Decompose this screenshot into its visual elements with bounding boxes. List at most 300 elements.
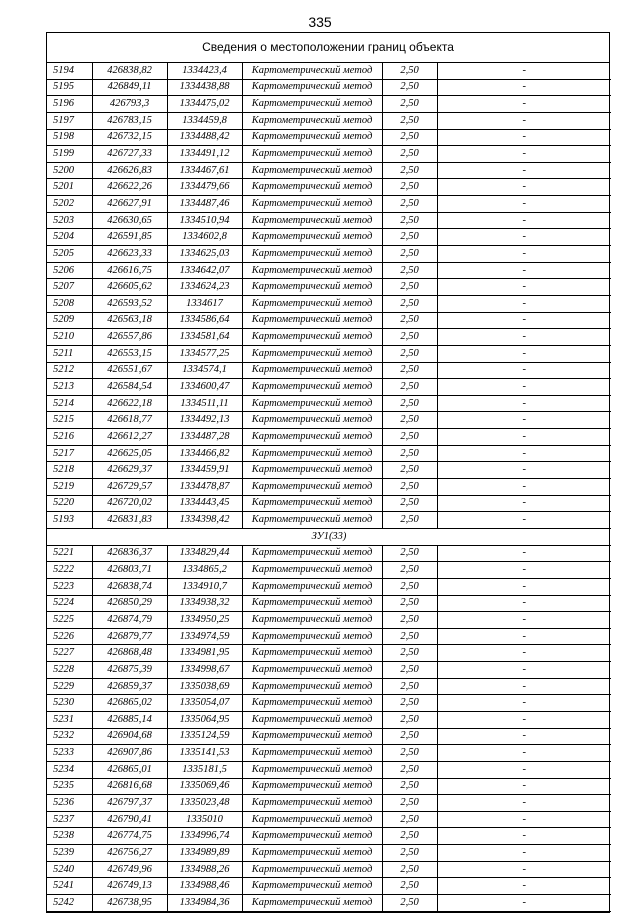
precision-cell: 2,50	[382, 312, 437, 329]
y-coordinate-cell: 1334459,8	[167, 112, 242, 129]
description-cell: -	[437, 96, 611, 113]
x-coordinate-cell: 426626,83	[92, 162, 167, 179]
table-row	[47, 395, 611, 412]
y-coordinate-cell: 1334510,94	[167, 212, 242, 229]
y-coordinate-cell: 1335023,48	[167, 795, 242, 812]
precision-cell: 2,50	[382, 795, 437, 812]
x-coordinate-cell: 426616,75	[92, 262, 167, 279]
method-cell: Картометрический метод	[242, 79, 382, 96]
table-row	[47, 112, 611, 129]
section-row	[47, 528, 611, 545]
precision-cell: 2,50	[382, 96, 437, 113]
description-cell: -	[437, 279, 611, 296]
y-coordinate-cell: 1334996,74	[167, 828, 242, 845]
table-row	[47, 63, 611, 79]
x-coordinate-cell: 426849,11	[92, 79, 167, 96]
y-coordinate-cell: 1334581,64	[167, 329, 242, 346]
table-row	[47, 678, 611, 695]
method-cell: Картометрический метод	[242, 129, 382, 146]
precision-cell: 2,50	[382, 196, 437, 213]
method-cell: Картометрический метод	[242, 711, 382, 728]
x-coordinate-cell: 426875,39	[92, 662, 167, 679]
precision-cell: 2,50	[382, 811, 437, 828]
description-cell: -	[437, 728, 611, 745]
x-coordinate-cell: 426907,86	[92, 745, 167, 762]
x-coordinate-cell: 426727,33	[92, 146, 167, 163]
precision-cell: 2,50	[382, 878, 437, 895]
point-number-cell: 5238	[47, 828, 92, 845]
precision-cell: 2,50	[382, 612, 437, 629]
point-number-cell: 5210	[47, 329, 92, 346]
precision-cell: 2,50	[382, 179, 437, 196]
point-number-cell: 5207	[47, 279, 92, 296]
point-number-cell: 5212	[47, 362, 92, 379]
precision-cell: 2,50	[382, 545, 437, 562]
method-cell: Картометрический метод	[242, 895, 382, 912]
table-body	[47, 63, 611, 911]
description-cell: -	[437, 429, 611, 446]
table-row	[47, 695, 611, 712]
point-number-cell: 5235	[47, 778, 92, 795]
y-coordinate-cell: 1334438,88	[167, 79, 242, 96]
page-number: 335	[308, 14, 332, 30]
table-row	[47, 412, 611, 429]
description-cell: -	[437, 628, 611, 645]
point-number-cell: 5234	[47, 761, 92, 778]
precision-cell: 2,50	[382, 395, 437, 412]
description-cell: -	[437, 695, 611, 712]
precision-cell: 2,50	[382, 129, 437, 146]
method-cell: Картометрический метод	[242, 329, 382, 346]
x-coordinate-cell: 426563,18	[92, 312, 167, 329]
y-coordinate-cell: 1334478,87	[167, 479, 242, 496]
method-cell: Картометрический метод	[242, 162, 382, 179]
method-cell: Картометрический метод	[242, 262, 382, 279]
method-cell: Картометрический метод	[242, 179, 382, 196]
description-cell: -	[437, 612, 611, 629]
description-cell: -	[437, 462, 611, 479]
point-number-cell: 5209	[47, 312, 92, 329]
precision-cell: 2,50	[382, 246, 437, 263]
description-cell: -	[437, 678, 611, 695]
precision-cell: 2,50	[382, 512, 437, 529]
y-coordinate-cell: 1335069,46	[167, 778, 242, 795]
y-coordinate-cell: 1334989,89	[167, 845, 242, 862]
method-cell: Картометрический метод	[242, 578, 382, 595]
table-row	[47, 728, 611, 745]
description-cell: -	[437, 295, 611, 312]
table-row	[47, 795, 611, 812]
table-row	[47, 129, 611, 146]
table-row	[47, 645, 611, 662]
point-number-cell: 5231	[47, 711, 92, 728]
y-coordinate-cell: 1334467,61	[167, 162, 242, 179]
point-number-cell: 5197	[47, 112, 92, 129]
point-number-cell: 5195	[47, 79, 92, 96]
table-row	[47, 745, 611, 762]
point-number-cell: 5193	[47, 512, 92, 529]
table-row	[47, 295, 611, 312]
method-cell: Картометрический метод	[242, 795, 382, 812]
method-cell: Картометрический метод	[242, 662, 382, 679]
table-row	[47, 545, 611, 562]
y-coordinate-cell: 1334600,47	[167, 379, 242, 396]
method-cell: Картометрический метод	[242, 861, 382, 878]
method-cell: Картометрический метод	[242, 379, 382, 396]
x-coordinate-cell: 426622,26	[92, 179, 167, 196]
point-number-cell: 5232	[47, 728, 92, 745]
point-number-cell: 5229	[47, 678, 92, 695]
point-number-cell: 5239	[47, 845, 92, 862]
point-number-cell: 5225	[47, 612, 92, 629]
point-number-cell: 5233	[47, 745, 92, 762]
x-coordinate-cell: 426591,85	[92, 229, 167, 246]
x-coordinate-cell: 426553,15	[92, 345, 167, 362]
point-number-cell: 5208	[47, 295, 92, 312]
description-cell: -	[437, 196, 611, 213]
precision-cell: 2,50	[382, 595, 437, 612]
precision-cell: 2,50	[382, 279, 437, 296]
table-row	[47, 246, 611, 263]
y-coordinate-cell: 1334642,07	[167, 262, 242, 279]
description-cell: -	[437, 479, 611, 496]
table-row	[47, 146, 611, 163]
table-row	[47, 329, 611, 346]
x-coordinate-cell: 426836,37	[92, 545, 167, 562]
description-cell: -	[437, 445, 611, 462]
table-row	[47, 262, 611, 279]
method-cell: Картометрический метод	[242, 362, 382, 379]
x-coordinate-cell: 426879,77	[92, 628, 167, 645]
precision-cell: 2,50	[382, 445, 437, 462]
method-cell: Картометрический метод	[242, 429, 382, 446]
table-row	[47, 562, 611, 579]
method-cell: Картометрический метод	[242, 845, 382, 862]
x-coordinate-cell: 426838,82	[92, 63, 167, 79]
y-coordinate-cell: 1335038,69	[167, 678, 242, 695]
point-number-cell: 5230	[47, 695, 92, 712]
point-number-cell: 5228	[47, 662, 92, 679]
point-number-cell: 5211	[47, 345, 92, 362]
table-row	[47, 595, 611, 612]
description-cell: -	[437, 262, 611, 279]
table-row	[47, 878, 611, 895]
y-coordinate-cell: 1334998,67	[167, 662, 242, 679]
table-row	[47, 429, 611, 446]
method-cell: Картометрический метод	[242, 562, 382, 579]
point-number-cell: 5221	[47, 545, 92, 562]
y-coordinate-cell: 1334624,23	[167, 279, 242, 296]
x-coordinate-cell: 426793,3	[92, 96, 167, 113]
y-coordinate-cell: 1334938,32	[167, 595, 242, 612]
method-cell: Картометрический метод	[242, 761, 382, 778]
boundary-points-table	[47, 63, 611, 912]
y-coordinate-cell: 1334625,03	[167, 246, 242, 263]
point-number-cell: 5196	[47, 96, 92, 113]
description-cell: -	[437, 878, 611, 895]
description-cell: -	[437, 745, 611, 762]
table-row	[47, 495, 611, 512]
table-row	[47, 828, 611, 845]
x-coordinate-cell: 426774,75	[92, 828, 167, 845]
table-row	[47, 578, 611, 595]
y-coordinate-cell: 1334475,02	[167, 96, 242, 113]
y-coordinate-cell: 1334974,59	[167, 628, 242, 645]
y-coordinate-cell: 1334950,25	[167, 612, 242, 629]
y-coordinate-cell: 1335054,07	[167, 695, 242, 712]
description-cell: -	[437, 379, 611, 396]
x-coordinate-cell: 426831,83	[92, 512, 167, 529]
method-cell: Картометрический метод	[242, 146, 382, 163]
x-coordinate-cell: 426783,15	[92, 112, 167, 129]
description-cell: -	[437, 578, 611, 595]
point-number-cell: 5204	[47, 229, 92, 246]
y-coordinate-cell: 1335181,5	[167, 761, 242, 778]
y-coordinate-cell: 1334443,45	[167, 495, 242, 512]
method-cell: Картометрический метод	[242, 745, 382, 762]
description-cell: -	[437, 562, 611, 579]
precision-cell: 2,50	[382, 828, 437, 845]
method-cell: Картометрический метод	[242, 395, 382, 412]
point-number-cell: 5205	[47, 246, 92, 263]
precision-cell: 2,50	[382, 678, 437, 695]
point-number-cell: 5203	[47, 212, 92, 229]
x-coordinate-cell: 426623,33	[92, 246, 167, 263]
table-title: Сведения о местоположении границ объекта	[47, 33, 609, 63]
method-cell: Картометрический метод	[242, 678, 382, 695]
x-coordinate-cell: 426904,68	[92, 728, 167, 745]
description-cell: -	[437, 329, 611, 346]
precision-cell: 2,50	[382, 861, 437, 878]
method-cell: Картометрический метод	[242, 312, 382, 329]
table-row	[47, 96, 611, 113]
x-coordinate-cell: 426738,95	[92, 895, 167, 912]
description-cell: -	[437, 146, 611, 163]
description-cell: -	[437, 761, 611, 778]
x-coordinate-cell: 426732,15	[92, 129, 167, 146]
description-cell: -	[437, 212, 611, 229]
x-coordinate-cell: 426605,62	[92, 279, 167, 296]
precision-cell: 2,50	[382, 728, 437, 745]
precision-cell: 2,50	[382, 229, 437, 246]
table-row	[47, 79, 611, 96]
y-coordinate-cell: 1334492,13	[167, 412, 242, 429]
precision-cell: 2,50	[382, 162, 437, 179]
method-cell: Картометрический метод	[242, 612, 382, 629]
y-coordinate-cell: 1334398,42	[167, 512, 242, 529]
table-row	[47, 628, 611, 645]
precision-cell: 2,50	[382, 345, 437, 362]
y-coordinate-cell: 1334984,36	[167, 895, 242, 912]
point-number-cell: 5220	[47, 495, 92, 512]
description-cell: -	[437, 595, 611, 612]
description-cell: -	[437, 662, 611, 679]
y-coordinate-cell: 1334988,46	[167, 878, 242, 895]
x-coordinate-cell: 426790,41	[92, 811, 167, 828]
table-row	[47, 345, 611, 362]
table-row	[47, 479, 611, 496]
y-coordinate-cell: 1335064,95	[167, 711, 242, 728]
x-coordinate-cell: 426625,05	[92, 445, 167, 462]
point-number-cell: 5218	[47, 462, 92, 479]
table-row	[47, 196, 611, 213]
method-cell: Картометрический метод	[242, 811, 382, 828]
description-cell: -	[437, 861, 611, 878]
y-coordinate-cell: 1335124,59	[167, 728, 242, 745]
precision-cell: 2,50	[382, 895, 437, 912]
method-cell: Картометрический метод	[242, 279, 382, 296]
table-row	[47, 895, 611, 912]
x-coordinate-cell: 426557,86	[92, 329, 167, 346]
x-coordinate-cell: 426756,27	[92, 845, 167, 862]
table-row	[47, 761, 611, 778]
point-number-cell: 5222	[47, 562, 92, 579]
y-coordinate-cell: 1334487,28	[167, 429, 242, 446]
precision-cell: 2,50	[382, 79, 437, 96]
point-number-cell: 5242	[47, 895, 92, 912]
precision-cell: 2,50	[382, 146, 437, 163]
table-row	[47, 512, 611, 529]
method-cell: Картометрический метод	[242, 412, 382, 429]
x-coordinate-cell: 426630,65	[92, 212, 167, 229]
x-coordinate-cell: 426551,67	[92, 362, 167, 379]
method-cell: Картометрический метод	[242, 479, 382, 496]
method-cell: Картометрический метод	[242, 246, 382, 263]
method-cell: Картометрический метод	[242, 545, 382, 562]
point-number-cell: 5240	[47, 861, 92, 878]
point-number-cell: 5226	[47, 628, 92, 645]
point-number-cell: 5202	[47, 196, 92, 213]
description-cell: -	[437, 229, 611, 246]
precision-cell: 2,50	[382, 695, 437, 712]
method-cell: Картометрический метод	[242, 462, 382, 479]
x-coordinate-cell: 426865,02	[92, 695, 167, 712]
table-row	[47, 462, 611, 479]
point-number-cell: 5216	[47, 429, 92, 446]
point-number-cell: 5224	[47, 595, 92, 612]
y-coordinate-cell: 1334487,46	[167, 196, 242, 213]
precision-cell: 2,50	[382, 379, 437, 396]
method-cell: Картометрический метод	[242, 229, 382, 246]
x-coordinate-cell: 426629,37	[92, 462, 167, 479]
description-cell: -	[437, 112, 611, 129]
description-cell: -	[437, 512, 611, 529]
method-cell: Картометрический метод	[242, 63, 382, 79]
method-cell: Картометрический метод	[242, 512, 382, 529]
precision-cell: 2,50	[382, 412, 437, 429]
precision-cell: 2,50	[382, 628, 437, 645]
x-coordinate-cell: 426612,27	[92, 429, 167, 446]
precision-cell: 2,50	[382, 562, 437, 579]
table-row	[47, 711, 611, 728]
description-cell: -	[437, 63, 611, 79]
x-coordinate-cell: 426749,96	[92, 861, 167, 878]
method-cell: Картометрический метод	[242, 96, 382, 113]
x-coordinate-cell: 426593,52	[92, 295, 167, 312]
precision-cell: 2,50	[382, 212, 437, 229]
method-cell: Картометрический метод	[242, 728, 382, 745]
point-number-cell: 5200	[47, 162, 92, 179]
precision-cell: 2,50	[382, 495, 437, 512]
description-cell: -	[437, 711, 611, 728]
y-coordinate-cell: 1334617	[167, 295, 242, 312]
point-number-cell: 5227	[47, 645, 92, 662]
description-cell: -	[437, 845, 611, 862]
y-coordinate-cell: 1334586,64	[167, 312, 242, 329]
y-coordinate-cell: 1334981,95	[167, 645, 242, 662]
description-cell: -	[437, 645, 611, 662]
method-cell: Картометрический метод	[242, 778, 382, 795]
method-cell: Картометрический метод	[242, 445, 382, 462]
precision-cell: 2,50	[382, 662, 437, 679]
point-number-cell: 5241	[47, 878, 92, 895]
y-coordinate-cell: 1335010	[167, 811, 242, 828]
description-cell: -	[437, 362, 611, 379]
precision-cell: 2,50	[382, 295, 437, 312]
method-cell: Картометрический метод	[242, 295, 382, 312]
y-coordinate-cell: 1334423,4	[167, 63, 242, 79]
point-number-cell: 5206	[47, 262, 92, 279]
method-cell: Картометрический метод	[242, 628, 382, 645]
description-cell: -	[437, 811, 611, 828]
method-cell: Картометрический метод	[242, 695, 382, 712]
x-coordinate-cell: 426838,74	[92, 578, 167, 595]
method-cell: Картометрический метод	[242, 196, 382, 213]
boundary-table-sheet	[46, 32, 610, 913]
precision-cell: 2,50	[382, 479, 437, 496]
x-coordinate-cell: 426885,14	[92, 711, 167, 728]
description-cell: -	[437, 895, 611, 912]
y-coordinate-cell: 1334574,1	[167, 362, 242, 379]
y-coordinate-cell: 1334488,42	[167, 129, 242, 146]
precision-cell: 2,50	[382, 63, 437, 79]
precision-cell: 2,50	[382, 462, 437, 479]
point-number-cell: 5214	[47, 395, 92, 412]
precision-cell: 2,50	[382, 429, 437, 446]
y-coordinate-cell: 1334491,12	[167, 146, 242, 163]
method-cell: Картометрический метод	[242, 828, 382, 845]
point-number-cell: 5199	[47, 146, 92, 163]
method-cell: Картометрический метод	[242, 112, 382, 129]
precision-cell: 2,50	[382, 845, 437, 862]
table-row	[47, 379, 611, 396]
description-cell: -	[437, 795, 611, 812]
table-row	[47, 179, 611, 196]
description-cell: -	[437, 79, 611, 96]
x-coordinate-cell: 426622,18	[92, 395, 167, 412]
y-coordinate-cell: 1334466,82	[167, 445, 242, 462]
y-coordinate-cell: 1334602,8	[167, 229, 242, 246]
description-cell: -	[437, 828, 611, 845]
table-row	[47, 662, 611, 679]
table-row	[47, 445, 611, 462]
table-row	[47, 612, 611, 629]
precision-cell: 2,50	[382, 745, 437, 762]
description-cell: -	[437, 495, 611, 512]
description-cell: -	[437, 778, 611, 795]
method-cell: Картометрический метод	[242, 212, 382, 229]
precision-cell: 2,50	[382, 711, 437, 728]
method-cell: Картометрический метод	[242, 595, 382, 612]
point-number-cell: 5201	[47, 179, 92, 196]
precision-cell: 2,50	[382, 645, 437, 662]
point-number-cell: 5219	[47, 479, 92, 496]
x-coordinate-cell: 426816,68	[92, 778, 167, 795]
description-cell: -	[437, 412, 611, 429]
precision-cell: 2,50	[382, 112, 437, 129]
table-row	[47, 811, 611, 828]
method-cell: Картометрический метод	[242, 345, 382, 362]
